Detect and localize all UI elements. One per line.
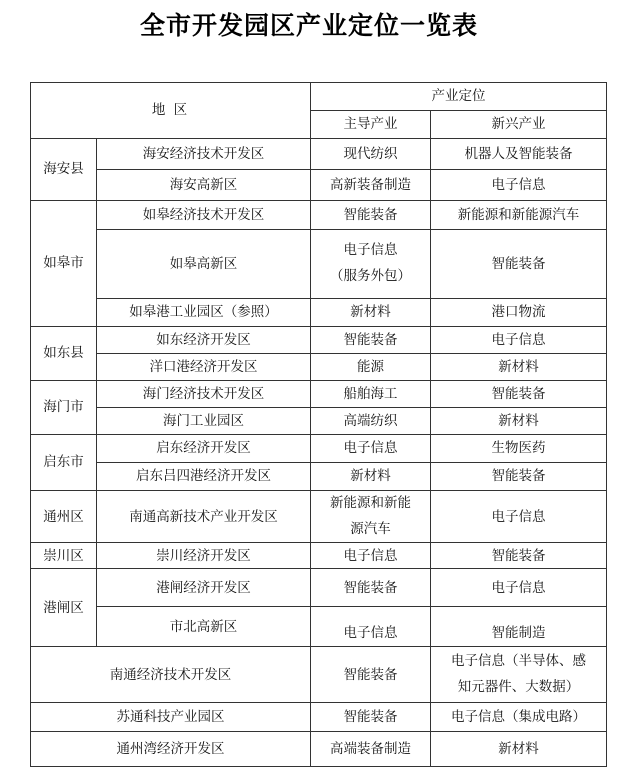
leading-cell: 高端纺织 — [311, 408, 431, 435]
table-row — [31, 543, 607, 569]
emerging-cell: 新材料 — [431, 408, 607, 435]
table-row — [31, 435, 607, 463]
zone-cell: 洋口港经济开发区 — [97, 354, 311, 381]
zone-cell: 通州湾经济开发区 — [31, 732, 311, 767]
leading-cell: 现代纺织 — [311, 139, 431, 170]
county-cell: 通州区 — [31, 491, 97, 543]
emerging-cell: 港口物流 — [431, 299, 607, 327]
zone-cell: 港闸经济开发区 — [97, 569, 311, 607]
leading-cell: 电子信息 — [311, 543, 431, 569]
table-row — [31, 381, 607, 408]
zone-cell: 如东经济开发区 — [97, 327, 311, 354]
zone-cell: 海安高新区 — [97, 170, 311, 201]
emerging-cell: 生物医药 — [431, 435, 607, 463]
zone-cell: 市北高新区 — [97, 607, 311, 647]
leading-cell: 高端装备制造 — [311, 732, 431, 767]
leading-cell: 船舶海工 — [311, 381, 431, 408]
emerging-cell — [431, 647, 607, 703]
leading-cell: 智能装备 — [311, 201, 431, 230]
county-cell: 海门市 — [31, 381, 97, 435]
zone-cell: 海门经济技术开发区 — [97, 381, 311, 408]
header-positioning: 产业定位 — [311, 83, 607, 111]
table-row — [31, 201, 607, 230]
emerging-cell: 智能装备 — [431, 381, 607, 408]
emerging-cell: 新能源和新能源汽车 — [431, 201, 607, 230]
page-title: 全市开发园区产业定位一览表 — [139, 11, 478, 40]
emerging-cell: 智能装备 — [431, 230, 607, 299]
table-row — [31, 408, 607, 435]
table-row — [31, 569, 607, 607]
leading-line: 电子信息 — [343, 242, 398, 259]
emerging-cell: 电子信息（集成电路） — [431, 703, 607, 732]
header-emerging: 新兴产业 — [431, 111, 607, 139]
county-cell: 如皋市 — [31, 201, 97, 327]
leading-cell — [311, 491, 431, 543]
emerging-cell: 电子信息 — [431, 170, 607, 201]
zone-cell: 如皋港工业园区（参照） — [97, 299, 311, 327]
industry-table — [30, 82, 607, 767]
table-row — [31, 327, 607, 354]
leading-cell: 新材料 — [311, 299, 431, 327]
emerging-cell: 电子信息 — [431, 327, 607, 354]
table-row — [31, 170, 607, 201]
zone-cell: 南通高新技术产业开发区 — [97, 491, 311, 543]
leading-cell: 新材料 — [311, 463, 431, 491]
county-cell: 崇川区 — [31, 543, 97, 569]
table-row — [31, 703, 607, 732]
leading-cell: 智能装备 — [311, 703, 431, 732]
leading-cell: 智能装备 — [311, 327, 431, 354]
emerging-line: 知元器件、大数据） — [457, 678, 580, 695]
leading-cell: 电子信息 — [311, 435, 431, 463]
emerging-line: 电子信息（半导体、感 — [451, 653, 587, 670]
zone-cell: 启东经济开发区 — [97, 435, 311, 463]
county-cell: 如东县 — [31, 327, 97, 381]
emerging-cell: 智能装备 — [431, 463, 607, 491]
leading-line: 新能源和新能 — [330, 495, 412, 511]
emerging-cell: 新材料 — [431, 732, 607, 767]
leading-cell: 智能装备 — [311, 569, 431, 607]
emerging-cell: 电子信息 — [431, 569, 607, 607]
table-row — [31, 607, 607, 647]
table-row — [31, 230, 607, 299]
header-row — [31, 83, 607, 111]
table-row — [31, 354, 607, 381]
county-cell: 港闸区 — [31, 569, 97, 647]
zone-cell: 南通经济技术开发区 — [31, 647, 311, 703]
leading-line: 源汽车 — [350, 520, 391, 537]
emerging-cell: 机器人及智能装备 — [431, 139, 607, 170]
emerging-cell: 智能装备 — [431, 543, 607, 569]
leading-cell: 能源 — [311, 354, 431, 381]
zone-cell: 启东吕四港经济开发区 — [97, 463, 311, 491]
zone-cell: 海门工业园区 — [97, 408, 311, 435]
table-row — [31, 647, 607, 703]
zone-cell: 如皋经济技术开发区 — [97, 201, 311, 230]
zone-cell: 如皋高新区 — [97, 230, 311, 299]
header-region: 地 区 — [31, 83, 311, 139]
leading-cell — [311, 230, 431, 299]
table-row — [31, 463, 607, 491]
table-row — [31, 139, 607, 170]
table-row — [31, 299, 607, 327]
county-cell: 启东市 — [31, 435, 97, 491]
zone-cell: 苏通科技产业园区 — [31, 703, 311, 732]
table-row — [31, 732, 607, 767]
table-row — [31, 491, 607, 543]
emerging-cell: 电子信息 — [431, 491, 607, 543]
emerging-cell: 新材料 — [431, 354, 607, 381]
emerging-cell: 智能制造 — [431, 607, 607, 647]
leading-cell: 智能装备 — [311, 647, 431, 703]
leading-line: （服务外包） — [330, 268, 412, 284]
leading-cell: 电子信息 — [311, 607, 431, 647]
leading-cell: 高新装备制造 — [311, 170, 431, 201]
zone-cell: 海安经济技术开发区 — [97, 139, 311, 170]
county-cell: 海安县 — [31, 139, 97, 201]
header-leading: 主导产业 — [311, 111, 431, 139]
zone-cell: 崇川经济开发区 — [97, 543, 311, 569]
